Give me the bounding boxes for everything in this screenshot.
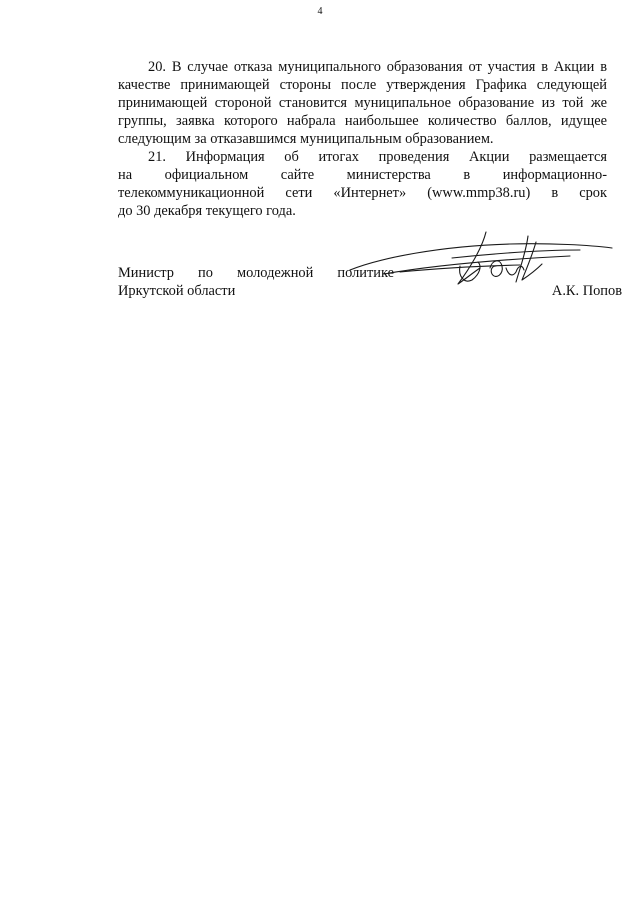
paragraph-line: качестве принимающей стороны после утверждения Графика следующей [118,77,607,93]
paragraph-line: 21. Информация об итогах проведения Акции размещается [148,149,607,165]
paragraph-line: на официальном сайте министерства в информационно- [118,167,607,183]
paragraph-line: следующим за отказавшимся муниципальным образованием. [118,131,494,147]
paragraph-line: группы, заявка которого набрала наибольшее количество баллов, идущее [118,113,607,129]
paragraph-21 [118,148,607,220]
paragraph-line: 20. В случае отказа муниципального образования от участия в Акции в [148,59,607,75]
paragraph-line: телекоммуникационной сети «Интернет» (www.mmp38.ru) в срок [118,185,607,201]
signatory-title: Министр по молодежной политике [118,265,394,281]
signatory-name: А.К. Попов [551,283,622,299]
page-number: 4 [317,6,323,17]
paragraph-line: принимающей стороной становится муниципальное образование из той же [118,95,607,111]
signature-block [118,264,622,300]
signatory-organization: Иркутской области [118,283,236,299]
paragraph-20 [118,58,607,148]
paragraph-line: до 30 декабря текущего года. [118,203,296,219]
